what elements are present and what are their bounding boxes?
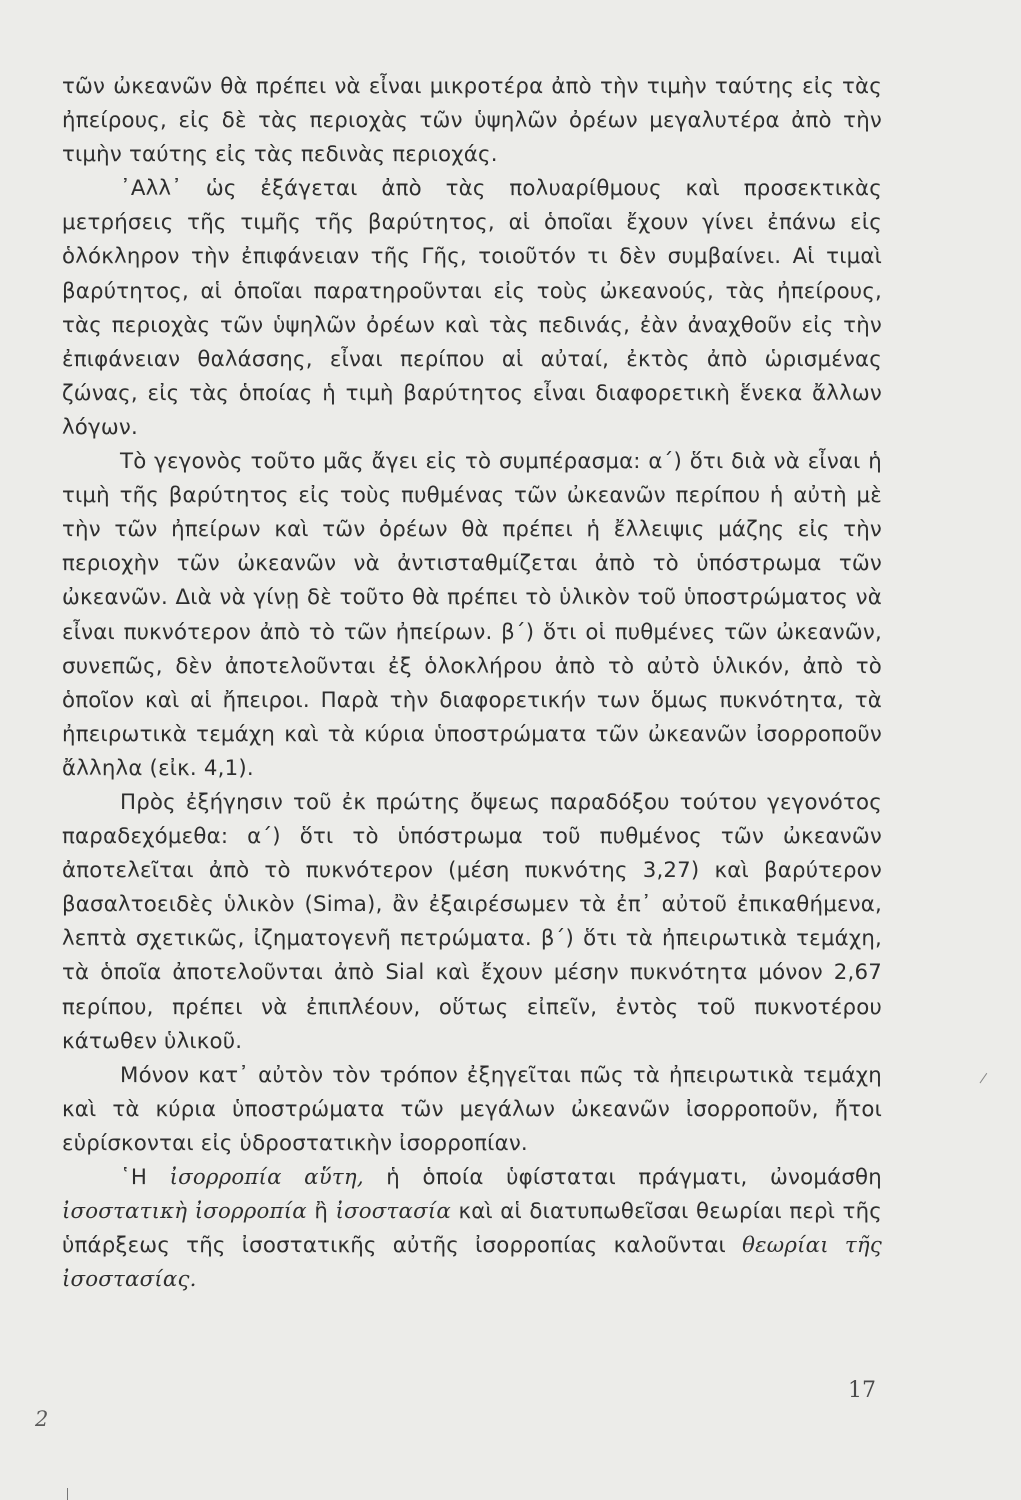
paragraph-6 [62,1161,882,1297]
term-isorropia: ἰσορροπία αὕτη, [169,1165,364,1190]
term-theories-isostasy: θεωρίαι τῆς ἰσοστασίας. [62,1233,882,1293]
term-isostasia: ἰσοστασία [335,1199,451,1225]
paragraph-1: τῶν ὠκεανῶν θὰ πρέπει νὰ εἶναι μικροτέρα ἀπὸ τὴν τιμὴν ταύτης εἰς τὰς ἠπείρους, εἰς δὲ τὰς περιοχὰς τῶν ὑψηλῶν ὀρέων μεγαλυτέρα ἀπὸ τὴν τιμὴν ταύτης εἰς τὰς πεδινὰς περιοχάς. [62,74,882,168]
term-isostatiki-isorropia: ἰσοστατικὴ ἰσορροπία [62,1199,307,1225]
paragraph-6-text-1: ἡ ὁποία ὑφίσταται πράγματι, ὠνομάσθη [386,1165,882,1190]
paragraph-4: Πρὸς ἐξήγησιν τοῦ ἐκ πρώτης ὄψεως παραδόξου τούτου γεγονότος παραδεχόμεθα: α΄) ὅτι τὸ ὑπόστρωμα τοῦ πυθμένος τῶν ὠκεανῶν ἀποτελεῖται ἀπὸ τὸ πυκνότερον (μέση πυκνότης 3,27) καὶ βαρύτερον βασαλτοειδὲς ὑλικὸν (Sima), ἂν ἐξαιρέσωμεν τὰ ἐπ᾽ αὐτοῦ ἐπικαθήμενα, λεπτὰ σχετικῶς, ἰζηματογενῆ πετρώματα. β΄) ὅτι τὰ ἠπειρωτικὰ τεμάχη, τὰ ὁποῖα ἀποτελοῦνται ἀπὸ Sial καὶ ἔχουν μέσην πυκνότητα μόνον 2,67 περίπου, πρέπει νὰ ἐπιπλέουν, οὕτως εἰπεῖν, ἐντὸς τοῦ πυκνοτέρου κάτωθεν ὑλικοῦ. [62,789,882,1054]
page-number: 17 [848,1378,876,1403]
margin-mark [980,1073,996,1089]
paragraph-6-text-2: ἢ [314,1199,329,1225]
paragraph-6-text-3: καὶ αἱ διατυπωθεῖσαι θεωρίαι περὶ τῆς ὑπάρξεως τῆς ἰσοστατικῆς αὐτῆς ἰσορροπίας καλοῦνται [62,1199,882,1259]
bottom-tick-mark [67,1488,68,1500]
paragraph-2: ᾽Αλλ᾽ ὡς ἐξάγεται ἀπὸ τὰς πολυαρίθμους καὶ προσεκτικὰς μετρήσεις τῆς τιμῆς τῆς βαρύτητος, αἱ ὁποῖαι ἔχουν γίνει ἐπάνω εἰς ὁλόκληρον τὴν ἐπιφάνειαν τῆς Γῆς, τοιοῦτόν τι δὲν συμβαίνει. Αἱ τιμαὶ βαρύτητος, αἱ ὁποῖαι παρατηροῦνται εἰς τοὺς ὠκεανούς, τὰς ἠπείρους, τὰς περιοχὰς τῶν ὑψηλῶν ὀρέων καὶ τὰς πεδινάς, ἐὰν ἀναχθοῦν εἰς τὴν ἐπιφάνειαν θαλάσσης, εἶναι περίπου αἱ αὐταί, ἐκτὸς ἀπὸ ὡρισμένας ζώνας, εἰς τὰς ὁποίας ἡ τιμὴ βαρύτητος εἶναι διαφορετικὴ ἕνεκα ἄλλων λόγων. [62,176,882,440]
signature-mark: 2 [35,1407,49,1431]
paragraph-6-lead: ῾Η [120,1165,148,1190]
paragraph-5: Μόνον κατ᾽ αὐτὸν τὸν τρόπον ἐξηγεῖται πῶς τὰ ἠπειρωτικὰ τεμάχη καὶ τὰ κύρια ὑποστρώματα τῶν μεγάλων ὠκεανῶν ἰσορροποῦν, ἤτοι εὑρίσκονται εἰς ὑδροστατικὴν ἰσορροπίαν. [62,1062,882,1156]
body-text [62,70,882,1297]
paragraph-3: Τὸ γεγονὸς τοῦτο μᾶς ἄγει εἰς τὸ συμπέρασμα: α΄) ὅτι διὰ νὰ εἶναι ἡ τιμὴ τῆς βαρύτητος εἰς τοὺς πυθμένας τῶν ὠκεανῶν περίπου ἡ αὐτὴ μὲ τὴν τῶν ἠπείρων καὶ τῶν ὀρέων θὰ πρέπει ἡ ἔλλειψις μάζης εἰς τὴν περιοχὴν τῶν ὠκεανῶν νὰ ἀντισταθμίζεται ἀπὸ τὸ ὑπόστρωμα τῶν ὠκεανῶν. Διὰ νὰ γίνῃ δὲ τοῦτο θὰ πρέπει τὸ ὑλικὸν τοῦ ὑποστρώματος νὰ εἶναι πυκνότερον ἀπὸ τὸ τῶν ἠπείρων. β΄) ὅτι οἱ πυθμένες τῶν ὠκεανῶν, συνεπῶς, δὲν ἀποτελοῦνται ἐξ ὁλοκλήρου ἀπὸ τὸ αὐτὸ ὑλικόν, ἀπὸ τὸ ὁποῖον καὶ αἱ ἤπειροι. Παρὰ τὴν διαφορετικήν των ὅμως πυκνότητα, τὰ ἠπειρωτικὰ τεμάχη καὶ τὰ κύρια ὑποστρώματα τῶν ὠκεανῶν ἰσορροποῦν ἄλληλα (εἰκ. 4,1). [62,449,882,781]
